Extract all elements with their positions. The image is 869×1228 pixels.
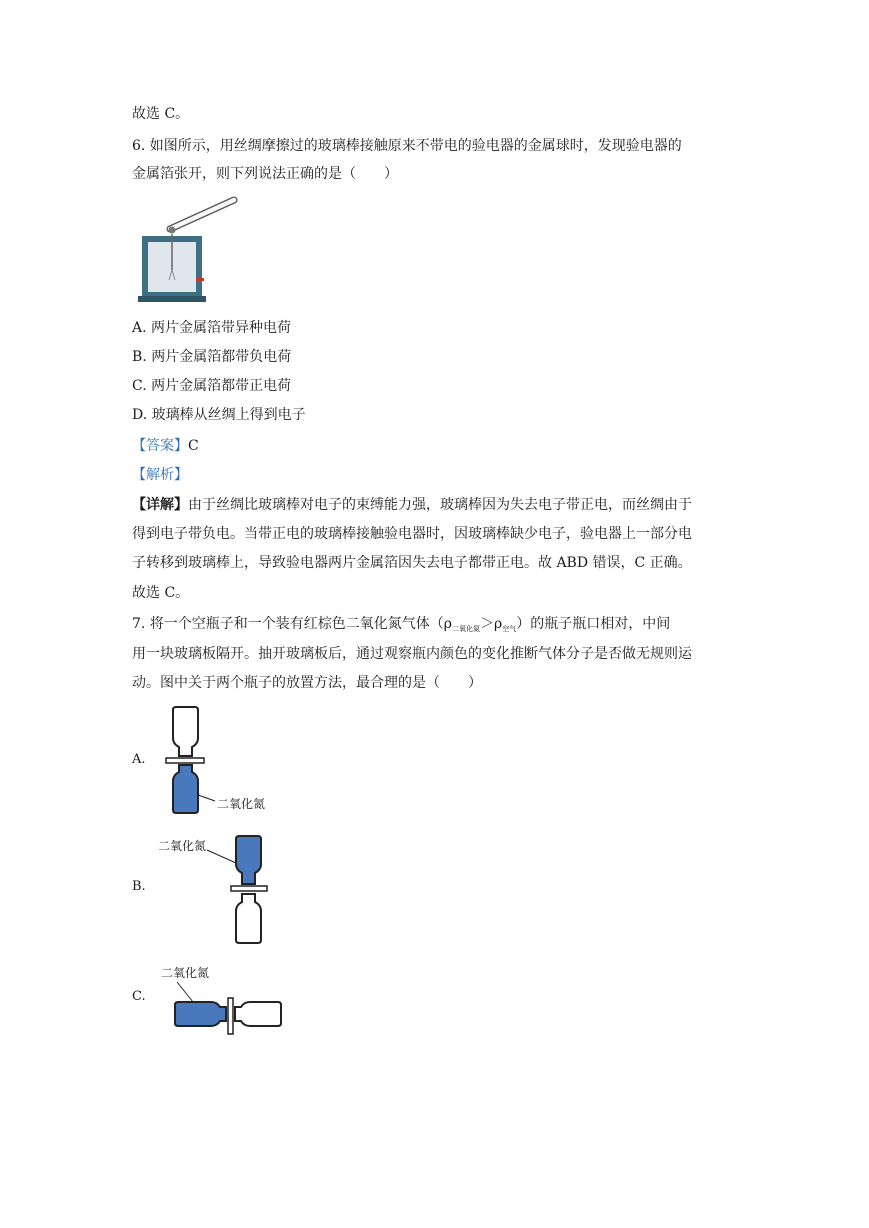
no2-bottle [173,765,198,813]
glass-rod [170,200,234,229]
q7-stem-line3: 动。图中关于两个瓶子的放置方法，最合理的是（ ） [132,675,482,691]
q7-sub-air: 空气 [502,625,517,633]
q6-detail-line3: 子转移到玻璃棒上，导致验电器两片金属箔因失去电子都带正电。故 ABD 错误，C 正确。 [132,555,692,571]
q7-gt: ＞ρ [480,616,503,632]
q7-stem-line1 [132,614,670,639]
q6-option-d: D. 玻璃棒从丝绸上得到电子 [132,407,306,423]
q6-option-b: B. 两片金属箔都带负电荷 [132,349,292,365]
glass-plate [166,758,204,763]
glass-plate [228,998,233,1034]
empty-bottle [173,707,198,756]
q7-option-b: B. [132,879,146,894]
q7-stem-part1: 7. 将一个空瓶子和一个装有红棕色二氧化氮气体（ρ [132,616,453,632]
detail-text: 由于丝绸比玻璃棒对电子的束缚能力强，玻璃棒因为失去电子带正电，而丝绸由于 [188,497,692,513]
q6-detail-line2: 得到电子带负电。当带正电的玻璃棒接触验电器时，因玻璃棒缺少电子，验电器上一部分电 [132,526,692,542]
answer-value: C [188,438,199,454]
q6-stem-line2: 金属箔张开，则下列说法正确的是（ ） [132,166,398,182]
empty-bottle [236,894,261,943]
gas-label-b: 二氧化氮 [158,839,207,853]
q6-detail-line1 [132,495,692,515]
glass-plate [231,886,267,891]
answer-tag: 【答案】 [132,438,188,454]
q6-option-c: C. 两片金属箔都带正电荷 [132,378,292,394]
q6-conclusion: 故选 C。 [132,585,190,601]
q6-answer [132,436,199,456]
gas-label-c: 二氧化氮 [161,966,210,980]
q7-sub-no2: 二氧化氮 [452,625,481,633]
no2-bottle [236,836,261,884]
electroscope-figure [136,192,244,306]
q6-analysis-tag: 【解析】 [132,467,188,483]
option-b-figure [155,830,285,950]
q6-option-a: A. 两片金属箔带异种电荷 [132,320,292,336]
prev-conclusion: 故选 C。 [132,106,190,122]
q6-stem-line1: 6. 如图所示，用丝绸摩擦过的玻璃棒接触原来不带电的验电器的金属球时，发现验电器的 [132,138,682,154]
q7-option-c: C. [132,989,146,1004]
option-a-figure [160,700,280,820]
gas-label-a: 二氧化氮 [217,797,266,811]
empty-bottle [235,1002,281,1026]
no2-bottle [175,1002,226,1026]
q7-stem-line2: 用一块玻璃板隔开。抽开玻璃板后，通过观察瓶内颜色的变化推断气体分子是否做无规则运 [132,646,692,662]
detail-tag: 【详解】 [132,497,188,513]
q7-option-a: A. [132,752,146,767]
option-c-figure [155,962,295,1037]
q7-stem-part2: ）的瓶子瓶口相对，中间 [516,616,671,632]
